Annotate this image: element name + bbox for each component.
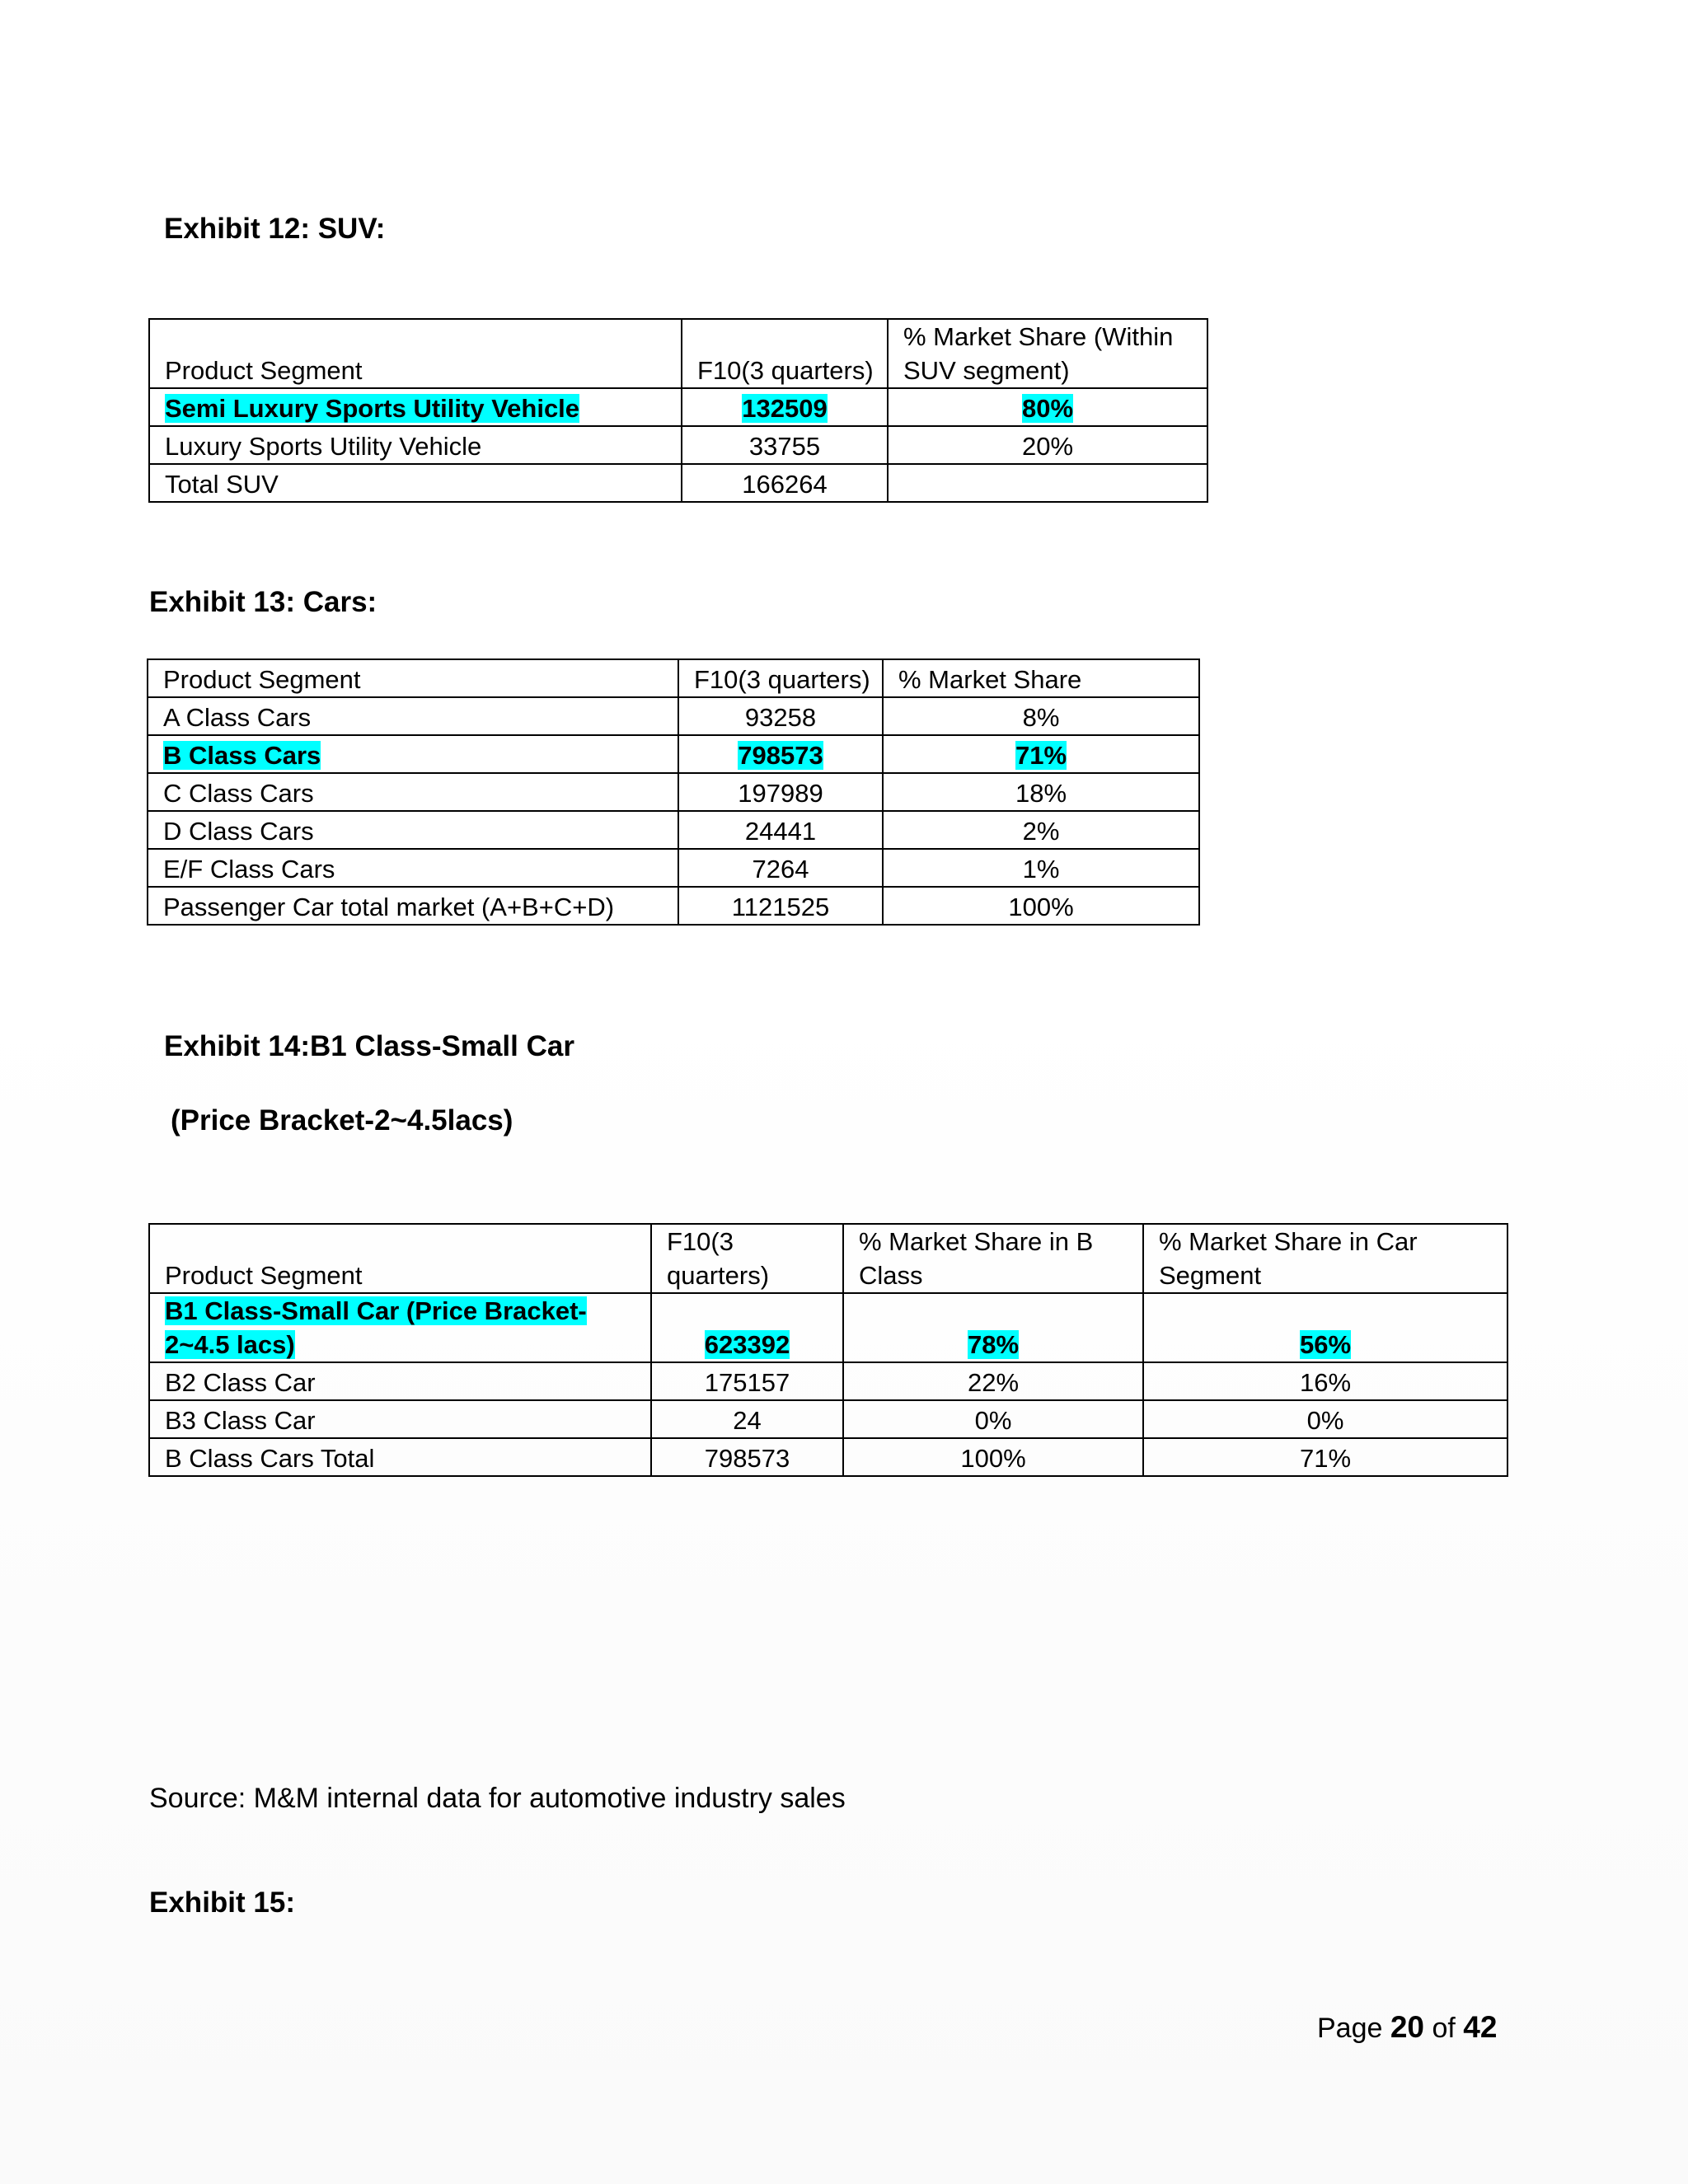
exhibit-14-title: Exhibit 14:B1 Class-Small Car <box>164 1030 574 1062</box>
share-b-cell: 22% <box>843 1362 1143 1400</box>
table-row <box>149 1362 1507 1400</box>
segment-cell <box>148 735 678 773</box>
table-row <box>149 1438 1507 1476</box>
highlighted-text: Semi Luxury Sports Utility Vehicle <box>165 394 580 423</box>
f10-cell: 175157 <box>651 1362 843 1400</box>
table-row <box>149 1400 1507 1438</box>
share-cell: 100% <box>883 887 1199 925</box>
share-b-cell: 0% <box>843 1400 1143 1438</box>
segment-cell <box>149 1293 651 1362</box>
exhibit-14-subtitle: (Price Bracket-2~4.5lacs) <box>171 1104 513 1137</box>
table-row <box>149 1293 1507 1362</box>
header-f10: F10(3 quarters) <box>678 659 883 697</box>
table-header-row <box>149 1224 1507 1293</box>
f10-cell: 93258 <box>678 697 883 735</box>
header-f10: F10(3 quarters) <box>651 1224 843 1293</box>
segment-cell: A Class Cars <box>148 697 678 735</box>
exhibit-14-table <box>148 1223 1508 1477</box>
share-cell: 18% <box>883 773 1199 811</box>
exhibit-15-title: Exhibit 15: <box>149 1886 295 1919</box>
segment-cell: Passenger Car total market (A+B+C+D) <box>148 887 678 925</box>
f10-cell: 24 <box>651 1400 843 1438</box>
exhibit-13-table <box>147 658 1200 926</box>
header-market-share-car: % Market Share in Car Segment <box>1143 1224 1507 1293</box>
share-cell <box>888 464 1207 502</box>
share-cell: 2% <box>883 811 1199 849</box>
share-cell <box>883 735 1199 773</box>
segment-cell: B2 Class Car <box>149 1362 651 1400</box>
share-car-cell: 71% <box>1143 1438 1507 1476</box>
share-car-cell: 0% <box>1143 1400 1507 1438</box>
share-car-cell <box>1143 1293 1507 1362</box>
header-f10: F10(3 quarters) <box>682 319 888 388</box>
segment-cell: Luxury Sports Utility Vehicle <box>149 426 682 464</box>
segment-cell: Total SUV <box>149 464 682 502</box>
exhibit-12-title: Exhibit 12: SUV: <box>164 213 386 245</box>
of-label: of <box>1432 2013 1456 2044</box>
f10-cell: 7264 <box>678 849 883 887</box>
segment-cell: B3 Class Car <box>149 1400 651 1438</box>
highlighted-text: B1 Class-Small Car (Price Bracket-2~4.5 lacs) <box>165 1296 587 1359</box>
highlighted-text: B Class Cars <box>163 741 321 770</box>
f10-cell <box>682 388 888 426</box>
share-b-cell: 100% <box>843 1438 1143 1476</box>
table-header-row <box>148 659 1199 697</box>
page-label: Page <box>1317 2013 1383 2044</box>
highlighted-text: 71% <box>1015 741 1067 770</box>
table-header-row <box>149 319 1207 388</box>
table-row <box>148 849 1199 887</box>
header-market-share: % Market Share <box>883 659 1199 697</box>
highlighted-text: 132509 <box>742 394 828 423</box>
table-row <box>148 697 1199 735</box>
exhibit-12-table <box>148 318 1208 503</box>
segment-cell <box>149 388 682 426</box>
header-market-share: % Market Share (Within SUV segment) <box>888 319 1207 388</box>
share-cell <box>888 388 1207 426</box>
f10-cell: 33755 <box>682 426 888 464</box>
f10-cell <box>678 735 883 773</box>
f10-cell <box>651 1293 843 1362</box>
header-product-segment: Product Segment <box>149 1224 651 1293</box>
segment-cell: B Class Cars Total <box>149 1438 651 1476</box>
header-market-share-b: % Market Share in B Class <box>843 1224 1143 1293</box>
table-row <box>149 464 1207 502</box>
page-current: 20 <box>1390 2010 1425 2044</box>
share-b-cell <box>843 1293 1143 1362</box>
highlighted-text: 80% <box>1021 394 1074 423</box>
page-total: 42 <box>1463 2010 1498 2044</box>
share-cell: 8% <box>883 697 1199 735</box>
exhibit-13-title: Exhibit 13: Cars: <box>149 586 377 618</box>
table-row <box>149 388 1207 426</box>
highlighted-text: 798573 <box>738 741 823 770</box>
share-cell: 20% <box>888 426 1207 464</box>
table-row <box>148 735 1199 773</box>
f10-cell: 1121525 <box>678 887 883 925</box>
table-row <box>149 426 1207 464</box>
highlighted-text: 56% <box>1299 1330 1352 1359</box>
segment-cell: E/F Class Cars <box>148 849 678 887</box>
f10-cell: 24441 <box>678 811 883 849</box>
segment-cell: C Class Cars <box>148 773 678 811</box>
table-row <box>148 811 1199 849</box>
share-cell: 1% <box>883 849 1199 887</box>
f10-cell: 197989 <box>678 773 883 811</box>
source-note: Source: M&M internal data for automotive industry sales <box>149 1783 846 1814</box>
highlighted-text: 623392 <box>704 1330 790 1359</box>
header-product-segment: Product Segment <box>149 319 682 388</box>
table-row <box>148 773 1199 811</box>
f10-cell: 166264 <box>682 464 888 502</box>
table-row <box>148 887 1199 925</box>
header-product-segment: Product Segment <box>148 659 678 697</box>
segment-cell: D Class Cars <box>148 811 678 849</box>
share-car-cell: 16% <box>1143 1362 1507 1400</box>
page-number <box>1317 2010 1497 2045</box>
f10-cell: 798573 <box>651 1438 843 1476</box>
highlighted-text: 78% <box>967 1330 1020 1359</box>
